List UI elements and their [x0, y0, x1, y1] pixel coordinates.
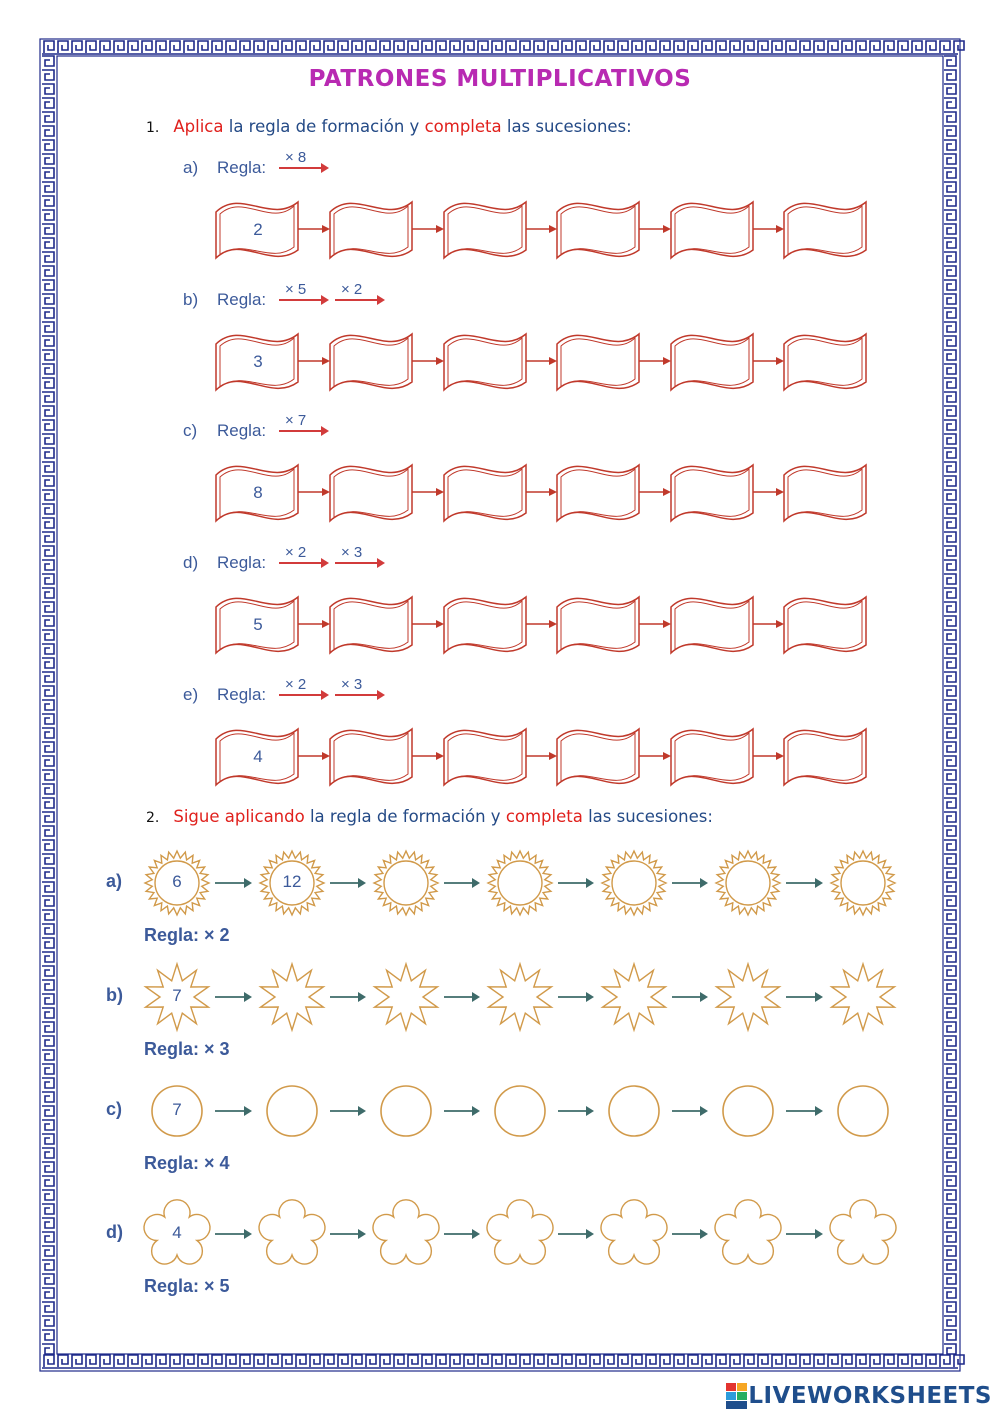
flower-answer-shape[interactable] — [259, 1200, 325, 1264]
rule-label: Regla: × 2 — [144, 925, 230, 945]
start-value: 3 — [253, 352, 263, 371]
arrow-head — [472, 878, 480, 888]
star-answer-shape[interactable] — [261, 964, 324, 1030]
rule-label: Regla: — [217, 158, 267, 177]
sequence-letter: d) — [106, 1222, 123, 1242]
sequence-letter: b) — [183, 290, 199, 309]
arrow-head — [586, 1229, 594, 1239]
start-value: 5 — [253, 615, 263, 634]
star-answer-shape[interactable] — [832, 964, 895, 1030]
rule-label: Regla: × 3 — [144, 1039, 230, 1059]
shape-value: 7 — [172, 1100, 182, 1119]
page-title: PATRONES MULTIPLICATIVOS — [308, 66, 692, 92]
instr-part: completa — [505, 807, 583, 826]
arrow-head — [472, 1106, 480, 1116]
instr-part: las sucesiones: — [582, 807, 713, 826]
sequence-letter: d) — [183, 553, 199, 572]
operation-label: × 3 — [341, 676, 363, 693]
rule-label: Regla: — [217, 685, 267, 704]
arrow-head — [244, 1229, 252, 1239]
operation-label: × 2 — [341, 281, 363, 298]
instr-part: la regla de formación y — [223, 117, 425, 136]
arrow-head — [244, 878, 252, 888]
arrow-head — [586, 878, 594, 888]
arrow-head — [815, 1106, 823, 1116]
sun-answer-shape[interactable] — [488, 851, 552, 915]
instr-part: las sucesiones: — [501, 117, 632, 136]
operation-label: × 8 — [285, 149, 307, 166]
instr-part: Aplica — [173, 117, 224, 136]
operation-label: × 5 — [285, 281, 307, 298]
shape-value: 4 — [172, 1223, 182, 1242]
rule-label: Regla: — [217, 290, 267, 309]
sequence-letter: c) — [183, 421, 198, 440]
operation-label: × 3 — [341, 544, 363, 561]
arrow-head — [472, 1229, 480, 1239]
start-value: 2 — [253, 220, 263, 239]
shape-value: 7 — [172, 986, 182, 1005]
instruction-number: 1. — [146, 120, 160, 136]
arrow-head — [700, 1106, 708, 1116]
flower-answer-shape[interactable] — [487, 1200, 553, 1264]
rule-label: Regla: × 4 — [144, 1153, 230, 1173]
arrow-head — [472, 992, 480, 1002]
arrow-head — [586, 992, 594, 1002]
sun-answer-shape[interactable] — [831, 851, 895, 915]
arrow-head — [815, 992, 823, 1002]
arrow-head — [700, 878, 708, 888]
start-value: 8 — [253, 483, 263, 502]
arrow-head — [358, 992, 366, 1002]
instruction-number: 2. — [146, 810, 160, 826]
star-answer-shape[interactable] — [375, 964, 438, 1030]
sun-answer-shape[interactable] — [602, 851, 666, 915]
liveworksheets-logo — [726, 1383, 992, 1409]
liveworksheets-wordmark: LIVEWORKSHEETS — [748, 1383, 992, 1409]
sequence-letter: c) — [106, 1099, 123, 1119]
sequence-letter: b) — [106, 985, 123, 1005]
circle-answer-shape[interactable] — [495, 1086, 545, 1136]
sun-answer-shape[interactable] — [374, 851, 438, 915]
shape-value: 6 — [172, 872, 182, 891]
rule-label: Regla: — [217, 421, 267, 440]
arrow-head — [358, 878, 366, 888]
operation-label: × 2 — [285, 544, 307, 561]
arrow-head — [358, 1229, 366, 1239]
circle-answer-shape[interactable] — [381, 1086, 431, 1136]
circle-answer-shape[interactable] — [609, 1086, 659, 1136]
arrow-head — [815, 878, 823, 888]
sun-answer-shape[interactable] — [716, 851, 780, 915]
rule-label: Regla: × 5 — [144, 1276, 230, 1296]
arrow-head — [358, 1106, 366, 1116]
sequence-letter: a) — [106, 871, 123, 891]
circle-answer-shape[interactable] — [267, 1086, 317, 1136]
operation-label: × 7 — [285, 412, 307, 429]
shape-value: 12 — [282, 872, 302, 891]
instr-part: la regla de formación y — [304, 807, 506, 826]
sequence-letter: e) — [183, 685, 199, 704]
flower-answer-shape[interactable] — [601, 1200, 667, 1264]
circle-answer-shape[interactable] — [723, 1086, 773, 1136]
instr-part: Sigue aplicando — [173, 807, 305, 826]
flower-answer-shape[interactable] — [715, 1200, 781, 1264]
arrow-head — [244, 992, 252, 1002]
arrow-head — [244, 1106, 252, 1116]
operation-label: × 2 — [285, 676, 307, 693]
arrow-head — [700, 1229, 708, 1239]
flower-answer-shape[interactable] — [373, 1200, 439, 1264]
flower-answer-shape[interactable] — [830, 1200, 896, 1264]
rule-label: Regla: — [217, 553, 267, 572]
arrow-head — [815, 1229, 823, 1239]
star-answer-shape[interactable] — [603, 964, 666, 1030]
liveworksheets-icon — [726, 1383, 748, 1409]
star-answer-shape[interactable] — [489, 964, 552, 1030]
arrow-head — [700, 992, 708, 1002]
circle-answer-shape[interactable] — [838, 1086, 888, 1136]
sequence-letter: a) — [183, 158, 199, 177]
arrow-head — [586, 1106, 594, 1116]
star-answer-shape[interactable] — [717, 964, 780, 1030]
start-value: 4 — [253, 747, 263, 766]
instr-part: completa — [424, 117, 502, 136]
